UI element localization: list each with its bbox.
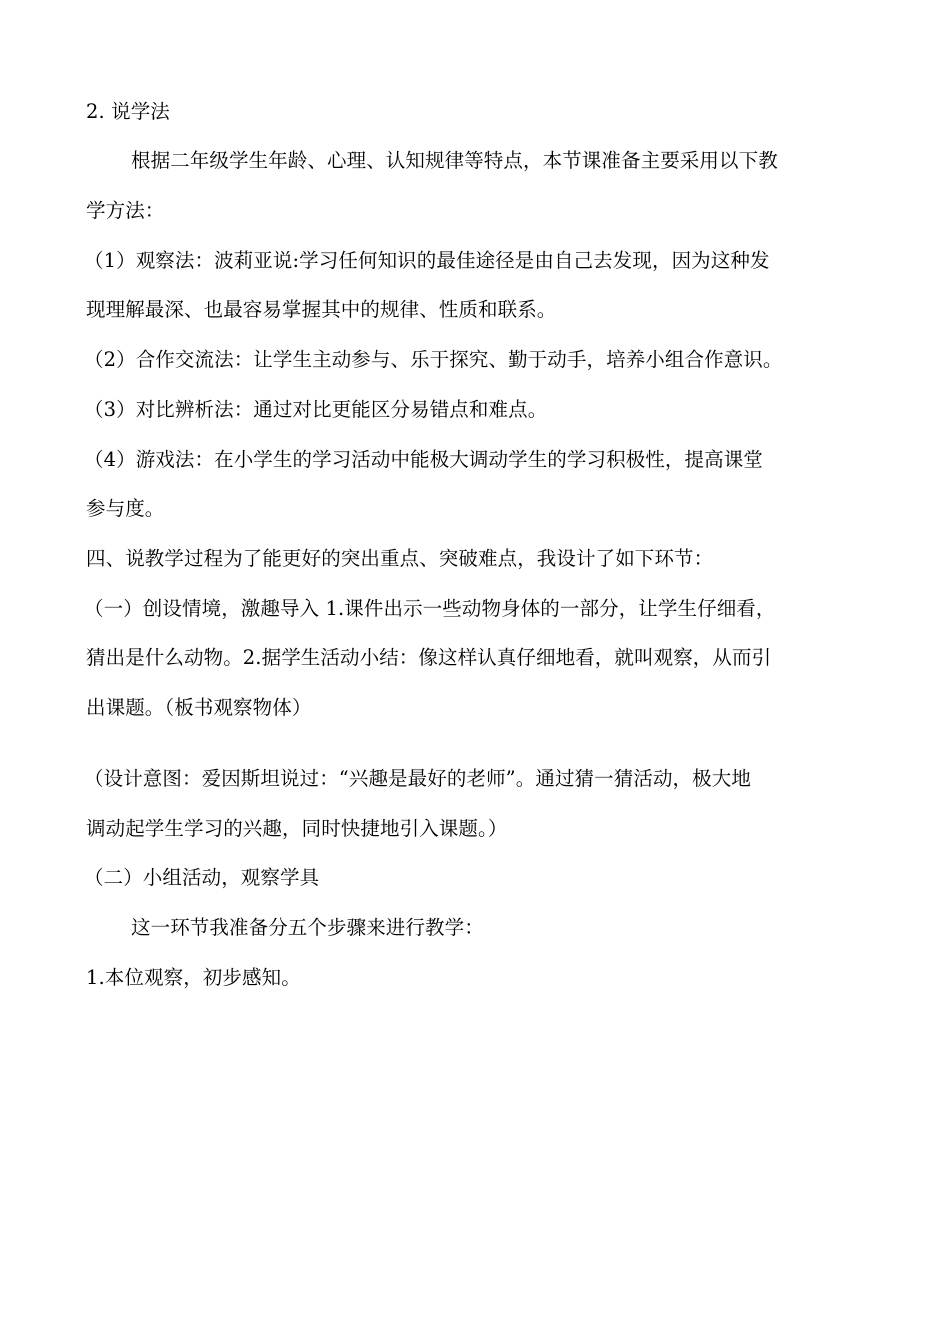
list-item-game: （4）游戏法：在小学生的学习活动中能极大调动学生的学习积极性，提高课堂 (84, 448, 763, 471)
paragraph-line: 学方法： (86, 199, 165, 222)
subsection-heading-group-activity: （二）小组活动，观察学具 (84, 866, 320, 889)
paragraph-line: 参与度。 (86, 497, 165, 520)
section-heading-teaching-process: 四、说教学过程为了能更好的突出重点、突破难点，我设计了如下环节： (86, 547, 714, 570)
paragraph-line: 出课题。（板书观察物体） (86, 696, 312, 719)
design-intent-note: （设计意图：爱因斯坦说过：“兴趣是最好的老师”。通过猜一猜活动，极大地 (84, 767, 751, 790)
paragraph-line: 现理解最深、也最容易掌握其中的规律、性质和联系。 (86, 298, 557, 321)
step-item-1: 1.本位观察，初步感知。 (86, 966, 301, 989)
list-item-cooperation: （2）合作交流法：让学生主动参与、乐于探究、勤于动手，培养小组合作意识。 (84, 348, 783, 371)
list-item-observation: （1）观察法：波莉亚说:学习任何知识的最佳途径是由自己去发现，因为这种发 (84, 249, 770, 272)
list-item-comparison: （3）对比辨析法：通过对比更能区分易错点和难点。 (84, 398, 548, 421)
paragraph-line: 这一环节我准备分五个步骤来进行教学： (131, 916, 484, 939)
paragraph-line: 根据二年级学生年龄、心理、认知规律等特点，本节课准备主要采用以下教 (131, 149, 778, 172)
section-heading-learning-method: 2. 说学法 (86, 100, 170, 123)
subsection-heading-introduction: （一）创设情境，激趣导入 1.课件出示一些动物身体的一部分，让学生仔细看， (84, 597, 776, 620)
paragraph-line: 猜出是什么动物。2.据学生活动小结：像这样认真仔细地看，就叫观察，从而引 (86, 646, 772, 669)
paragraph-line: 调动起学生学习的兴趣，同时快捷地引入课题。） (86, 817, 508, 840)
